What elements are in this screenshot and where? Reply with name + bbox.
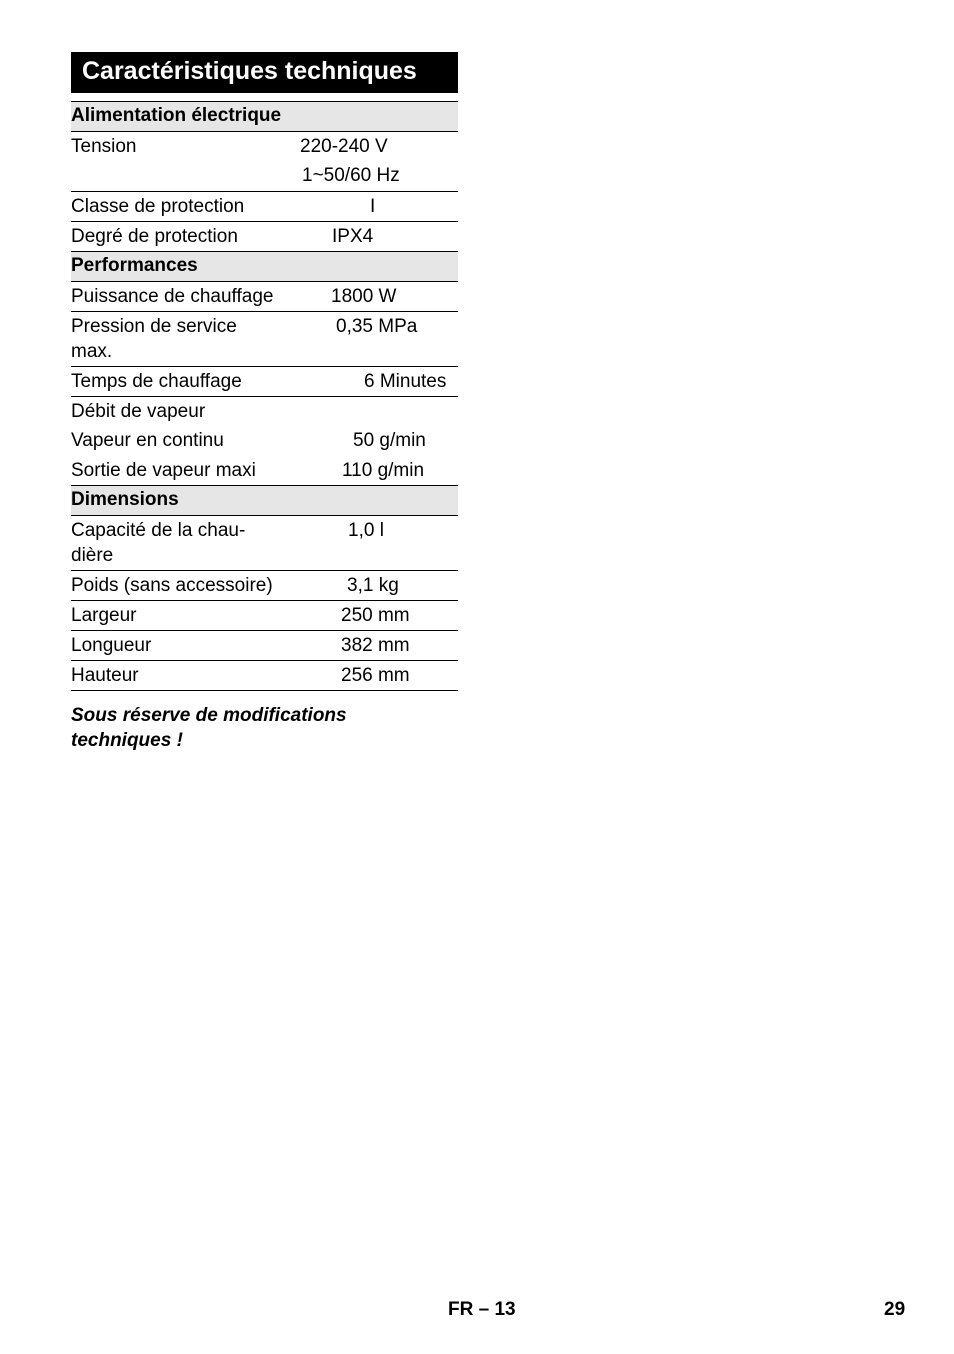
row-label: Hauteur <box>71 665 139 686</box>
row-label: Classe de protection <box>71 196 245 217</box>
section-heading-dimensions: Dimensions <box>71 486 458 516</box>
row-value: 50 g/min <box>353 430 426 451</box>
row-value: 110 g/min <box>342 460 425 481</box>
row-value: 0,35 MPa <box>336 316 418 337</box>
table-row-heating-power <box>71 282 458 312</box>
specs-table <box>71 101 458 691</box>
table-row-weight <box>71 571 458 601</box>
row-label: Tension <box>71 136 137 157</box>
disclaimer-line2: techniques ! <box>71 730 183 751</box>
section-heading-performance: Performances <box>71 252 458 282</box>
row-label: Temps de chauffage <box>71 371 242 392</box>
row-label: Poids (sans accessoire) <box>71 575 273 596</box>
row-value: 1,0 l <box>348 520 384 541</box>
row-value: 3,1 kg <box>347 575 399 596</box>
row-label: Vapeur en continu <box>71 430 224 451</box>
row-value: 1800 W <box>331 286 397 307</box>
row-value: 220-240 V <box>300 136 388 157</box>
row-label: Longueur <box>71 635 152 656</box>
table-row-heating-time <box>71 367 458 397</box>
table-row-protection-class <box>71 192 458 222</box>
page-title: Caractéristiques techniques <box>71 52 458 93</box>
row-value-secondary: 1~50/60 Hz <box>302 165 400 186</box>
table-row-boiler-capacity <box>71 516 458 571</box>
row-value: 256 mm <box>341 665 410 686</box>
table-row-width <box>71 601 458 631</box>
table-row-continuous-steam <box>71 426 458 456</box>
row-label: Débit de vapeur <box>71 401 206 422</box>
row-label: Degré de protection <box>71 226 238 247</box>
row-label-line1: Capacité de la chau- <box>71 520 246 541</box>
row-label: Puissance de chauffage <box>71 286 274 307</box>
table-row-tension <box>71 132 458 192</box>
row-label-line1: Pression de service <box>71 316 237 337</box>
table-row-pressure <box>71 312 458 367</box>
footer-page-number: 29 <box>884 1299 906 1320</box>
row-label-line2: dière <box>71 545 114 566</box>
disclaimer-note <box>71 703 411 753</box>
row-value: I <box>370 196 376 217</box>
row-label-line2: max. <box>71 341 113 362</box>
row-label: Largeur <box>71 605 137 626</box>
table-row-max-steam <box>71 456 458 486</box>
footer-section-label: FR – 13 <box>448 1299 516 1320</box>
table-row-height <box>71 661 458 691</box>
row-value: 382 mm <box>341 635 410 656</box>
section-heading-power: Alimentation électrique <box>71 102 458 132</box>
disclaimer-line1: Sous réserve de modifications <box>71 705 347 726</box>
row-value: 250 mm <box>341 605 410 626</box>
row-label: Sortie de vapeur maxi <box>71 460 256 481</box>
table-row-protection-degree <box>71 222 458 252</box>
table-row-steam-flow <box>71 397 458 426</box>
row-value: IPX4 <box>332 226 374 247</box>
row-label <box>71 516 458 568</box>
row-value: 6 Minutes <box>364 371 447 392</box>
table-row-length <box>71 631 458 661</box>
